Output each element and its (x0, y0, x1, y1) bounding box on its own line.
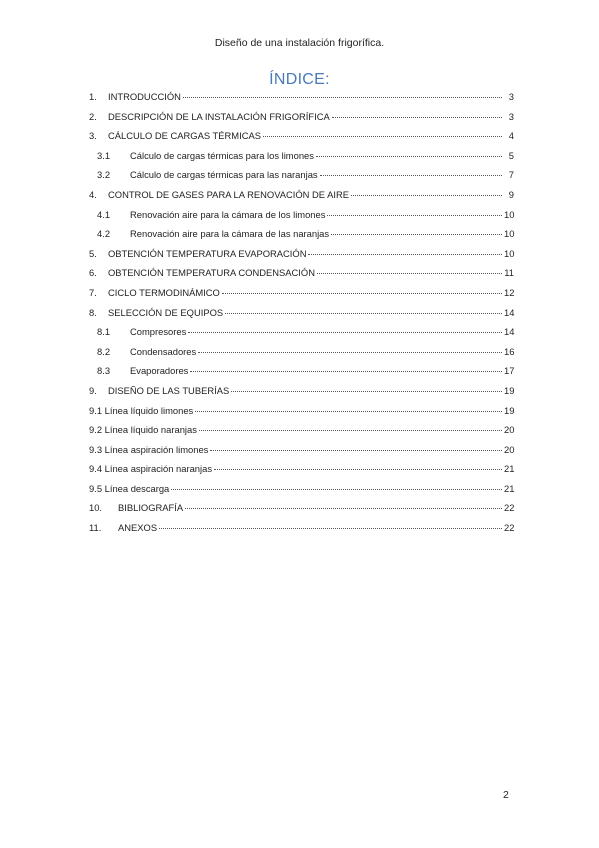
toc-entry[interactable] (89, 287, 514, 307)
toc-entry-page: 4 (508, 130, 514, 142)
toc-entry[interactable] (89, 189, 514, 209)
toc-dot-leader (195, 405, 502, 412)
toc-entry-label: DESCRIPCIÓN DE LA INSTALACIÓN FRIGORÍFICA (108, 110, 330, 122)
toc-entry-number: 3. (89, 130, 97, 142)
toc-entry[interactable] (89, 307, 514, 327)
toc-dot-leader (231, 385, 502, 392)
toc-entry-label: 9.5 Línea descarga (89, 482, 170, 494)
toc-entry-number: 2. (89, 110, 97, 122)
page-number: 2 (503, 789, 509, 801)
toc-entry-number: 8.3 (97, 365, 111, 377)
toc-entry-page: 22 (504, 522, 515, 534)
toc-entry-label: CÁLCULO DE CARGAS TÉRMICAS (108, 130, 261, 142)
toc-entry[interactable] (89, 111, 514, 131)
toc-entry-number: 3.1 (97, 149, 111, 161)
toc-entry-number: 8. (89, 306, 97, 318)
toc-entry-label: Renovación aire para la cámara de las naranjas (130, 228, 330, 240)
toc-entry[interactable] (89, 228, 514, 248)
toc-entry-number: 8.2 (97, 345, 111, 357)
toc-entry[interactable] (89, 346, 514, 366)
toc-entry-number: 5. (89, 247, 97, 259)
toc-entry[interactable] (89, 248, 514, 268)
toc-entry-page: 17 (504, 365, 515, 377)
toc-entry-number: 6. (89, 267, 97, 279)
toc-entry-page: 22 (504, 502, 515, 514)
toc-entry-number: 7. (89, 286, 97, 298)
toc-entry-number: 9. (89, 384, 97, 396)
toc-dot-leader (210, 444, 502, 451)
toc-entry[interactable] (89, 209, 514, 229)
toc-dot-leader (190, 365, 502, 372)
toc-dot-leader (198, 346, 502, 353)
toc-entry-page: 20 (504, 424, 515, 436)
toc-entry-page: 10 (504, 208, 515, 220)
toc-entry-label: DISEÑO DE LAS TUBERÍAS (108, 384, 230, 396)
toc-dot-leader (320, 169, 502, 176)
toc-dot-leader (225, 307, 502, 314)
toc-entry-number: 10. (89, 502, 103, 514)
toc-entry-number: 4.1 (97, 208, 111, 220)
toc-entry-page: 12 (504, 286, 515, 298)
toc-entry-label: SELECCIÓN DE EQUIPOS (108, 306, 224, 318)
toc-entry-page: 14 (504, 326, 515, 338)
toc-entry[interactable] (89, 365, 514, 385)
toc-entry-page: 16 (504, 345, 515, 357)
toc-entry-label: 9.2 Línea líquido naranjas (89, 424, 197, 436)
toc-entry[interactable] (89, 385, 514, 405)
toc-dot-leader (171, 483, 502, 490)
toc-entry-page: 21 (504, 463, 515, 475)
toc-dot-leader (263, 130, 502, 137)
toc-entry-page: 3 (508, 110, 514, 122)
toc-entry-label: 9.4 Línea aspiración naranjas (89, 463, 213, 475)
table-of-contents (89, 91, 514, 542)
toc-entry-page: 10 (504, 247, 515, 259)
toc-entry[interactable] (89, 267, 514, 287)
toc-entry-number: 3.2 (97, 169, 111, 181)
toc-dot-leader (185, 502, 502, 509)
toc-dot-leader (222, 287, 502, 294)
toc-entry-number: 11. (89, 522, 102, 534)
toc-entry[interactable] (89, 91, 514, 111)
page-header: Diseño de una instalación frigorífica. (214, 37, 385, 49)
toc-entry[interactable] (89, 405, 514, 425)
toc-entry-page: 11 (504, 267, 514, 279)
toc-dot-leader (351, 189, 502, 196)
toc-entry-label: OBTENCIÓN TEMPERATURA EVAPORACIÓN (108, 247, 307, 259)
toc-entry-page: 5 (508, 149, 514, 161)
toc-entry-label: Compresores (130, 326, 187, 338)
toc-entry-page: 19 (504, 384, 515, 396)
toc-entry-page: 19 (504, 404, 515, 416)
toc-dot-leader (327, 209, 502, 216)
toc-dot-leader (317, 267, 502, 274)
toc-entry[interactable] (89, 522, 514, 542)
toc-entry-label: BIBLIOGRAFÍA (118, 502, 184, 514)
toc-entry-label: 9.3 Línea aspiración limones (89, 443, 209, 455)
toc-entry-label: INTRODUCCIÓN (108, 91, 181, 102)
toc-entry[interactable] (89, 444, 514, 464)
toc-entry-label: CICLO TERMODINÁMICO (108, 286, 220, 298)
toc-entry[interactable] (89, 130, 514, 150)
toc-entry-label: Evaporadores (130, 365, 189, 377)
toc-dot-leader (316, 150, 502, 157)
toc-dot-leader (183, 91, 502, 98)
toc-dot-leader (214, 463, 502, 470)
toc-entry-label: CONTROL DE GASES PARA LA RENOVACIÓN DE AIRE (108, 188, 350, 200)
toc-entry[interactable] (89, 502, 514, 522)
toc-entry-page: 7 (508, 169, 514, 181)
toc-dot-leader (331, 228, 502, 235)
toc-entry[interactable] (89, 169, 514, 189)
toc-entry-page: 21 (504, 482, 515, 494)
toc-entry-number: 4. (89, 188, 97, 200)
toc-entry-label: OBTENCIÓN TEMPERATURA CONDENSACIÓN (108, 267, 315, 279)
toc-dot-leader (199, 424, 502, 431)
toc-title: ÍNDICE: (269, 71, 330, 88)
toc-dot-leader (308, 248, 502, 255)
toc-dot-leader (332, 111, 502, 118)
toc-dot-leader (159, 522, 502, 529)
toc-entry[interactable] (89, 483, 514, 503)
toc-entry-label: 9.1 Línea líquido limones (89, 404, 194, 416)
toc-entry-page: 20 (504, 443, 515, 455)
toc-entry[interactable] (89, 150, 514, 170)
toc-entry[interactable] (89, 326, 514, 346)
toc-entry[interactable] (89, 463, 514, 483)
toc-entry-label: Renovación aire para la cámara de los limones (130, 208, 326, 220)
toc-entry-number: 8.1 (97, 326, 111, 338)
toc-dot-leader (188, 326, 502, 333)
toc-entry[interactable] (89, 424, 514, 444)
toc-entry-page: 3 (508, 91, 514, 102)
toc-entry-page: 14 (504, 306, 515, 318)
toc-entry-page: 9 (508, 188, 514, 200)
toc-entry-label: Condensadores (130, 345, 197, 357)
toc-entry-label: Cálculo de cargas térmicas para los limones (130, 149, 314, 161)
toc-entry-label: Cálculo de cargas térmicas para las naranjas (130, 169, 318, 181)
toc-entry-page: 10 (504, 228, 515, 240)
toc-entry-number: 4.2 (97, 228, 111, 240)
toc-entry-label: ANEXOS (118, 522, 158, 534)
toc-entry-number: 1. (89, 91, 97, 102)
